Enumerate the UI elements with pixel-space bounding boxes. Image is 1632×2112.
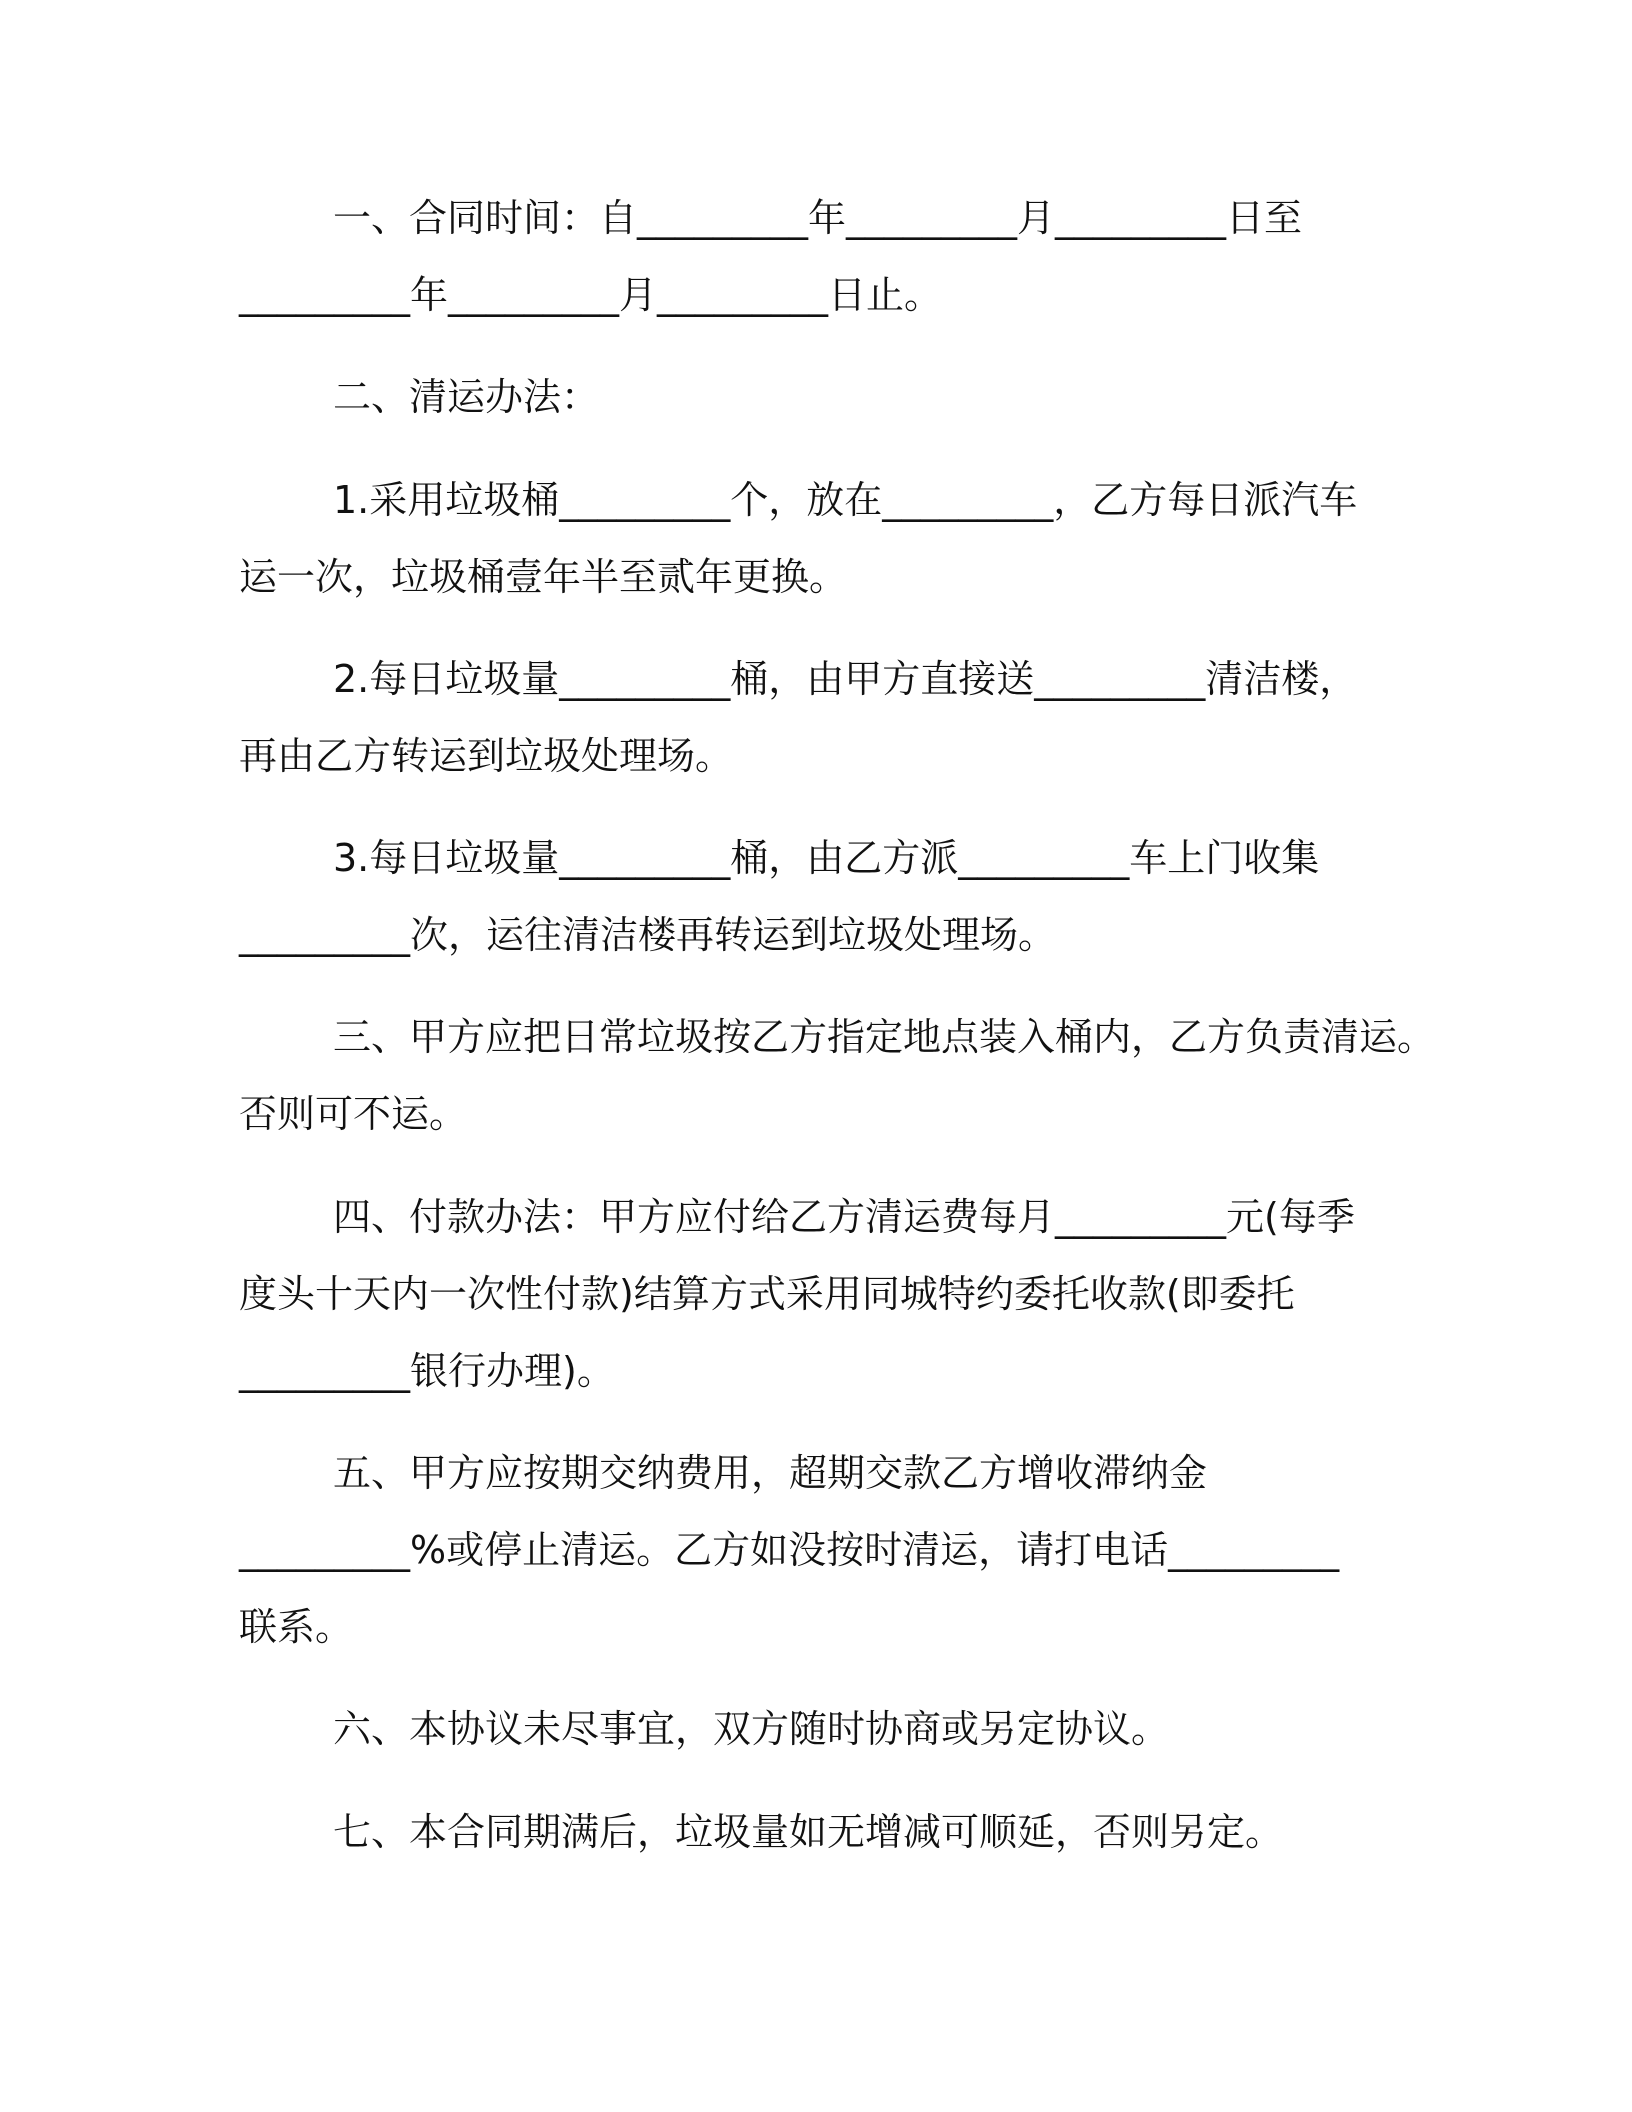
- clause-2-item-3-line-1: 3.每日垃圾量_________桶，由乙方派_________车上门收集: [333, 836, 1320, 880]
- clause-5-line-1: 五、甲方应按期交纳费用，超期交款乙方增收滞纳金: [333, 1451, 1208, 1495]
- clause-5-line-3: 联系。: [239, 1605, 354, 1649]
- clause-7-line-1: 七、本合同期满后，垃圾量如无增减可顺延，否则另定。: [333, 1810, 1284, 1854]
- clause-2-heading: 二、清运办法：: [333, 375, 600, 419]
- clause-6-line-1: 六、本协议未尽事宜，双方随时协商或另定协议。: [333, 1707, 1170, 1751]
- clause-4-line-3: _________银行办理)。: [239, 1349, 615, 1393]
- clause-2-item-1-line-2: 运一次，垃圾桶壹年半至贰年更换。: [239, 555, 848, 599]
- clause-4-line-2: 度头十天内一次性付款)结算方式采用同城特约委托收款(即委托: [239, 1272, 1295, 1316]
- clause-3-line-1: 三、甲方应把日常垃圾按乙方指定地点装入桶内，乙方负责清运。: [333, 1015, 1436, 1059]
- clause-3-line-2: 否则可不运。: [239, 1092, 468, 1136]
- clause-1-line-1: 一、合同时间：自_________年_________月_________日至: [333, 196, 1303, 240]
- clause-2-item-1-line-1: 1.采用垃圾桶_________个，放在_________，乙方每日派汽车: [333, 478, 1358, 522]
- clause-2-item-2-line-2: 再由乙方转运到垃圾处理场。: [239, 734, 734, 778]
- clause-1-line-2: _________年_________月_________日止。: [239, 273, 943, 317]
- clause-4-line-1: 四、付款办法：甲方应付给乙方清运费每月_________元(每季: [333, 1195, 1355, 1239]
- clause-5-line-2: _________%或停止清运。乙方如没按时清运，请打电话_________: [239, 1528, 1340, 1572]
- clause-2-item-3-line-2: _________次，运往清洁楼再转运到垃圾处理场。: [239, 913, 1057, 957]
- clause-2-item-2-line-1: 2.每日垃圾量_________桶，由甲方直接送_________清洁楼，: [333, 657, 1358, 701]
